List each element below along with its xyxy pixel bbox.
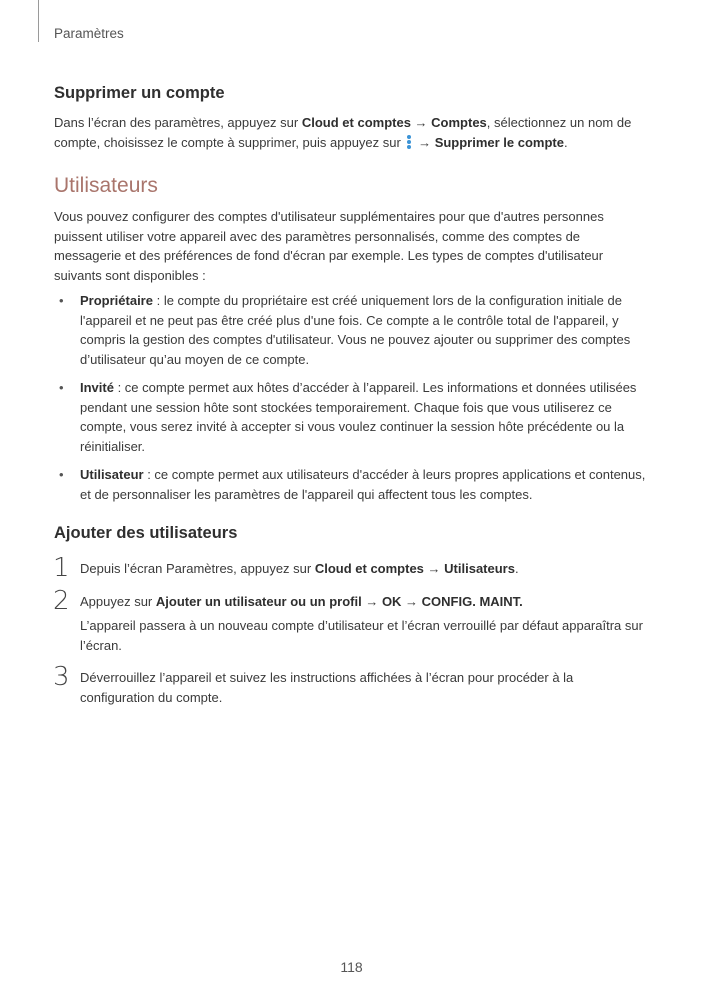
- delete-account-paragraph: [54, 113, 650, 152]
- term-accounts: Comptes: [431, 115, 487, 130]
- arrow: →: [423, 561, 445, 576]
- list-item: [54, 378, 650, 456]
- bullet-dot: •: [59, 467, 64, 482]
- list-item: [54, 291, 650, 369]
- term-set-up-now: CONFIG. MAINT.: [421, 593, 523, 609]
- item-text: : ce compte permet aux hôtes d’accéder à l’appareil. Les informations et données utilisées pendant une session hôte sont stockées temporairement. Chaque fois que vous utiliserez ce compte, vous serez invité à accepter si vous voulez continuer la session hôte précédente ou la réinitialiser.: [80, 380, 637, 454]
- text-run: Depuis l’écran Paramètres, appuyez sur: [80, 561, 315, 576]
- arrow: →: [414, 134, 435, 150]
- add-users-heading: Ajouter des utilisateurs: [54, 524, 238, 542]
- users-intro: Vous pouvez configurer des comptes d'utilisateur supplémentaires pour que d'autres personnes puissent utiliser votre appareil avec des paramètres personnalisés, comme des comptes de messagerie et des préférences de fond d'écran par exemple. Les types de comptes d'utilisateur suivants sont disponibles :: [54, 209, 604, 283]
- arrow: →: [410, 115, 432, 130]
- term-user: Utilisateur: [80, 467, 144, 482]
- account-types-list: [54, 291, 650, 504]
- term-add-user: Ajouter un utilisateur ou un profil: [155, 593, 362, 609]
- page-number: 118: [340, 959, 363, 975]
- page-content: [54, 84, 650, 720]
- step-note: L’appareil passera à un nouveau compte d’utilisateur et l’écran verrouillé par défaut apparaîtra sur l’écran.: [80, 618, 643, 653]
- item-text: : ce compte permet aux utilisateurs d'accéder à leurs propres applications et contenus, et de personnaliser les paramètres de l'appareil qui affectent tous les comptes.: [80, 467, 646, 502]
- text-run: Dans l’écran des paramètres, appuyez sur: [54, 115, 302, 130]
- arrow: →: [361, 593, 382, 609]
- term-cloud-accounts: Cloud et comptes: [314, 561, 424, 576]
- step-text: Déverrouillez l’appareil et suivez les instructions affichées à l’écran pour procéder à la configuration du compte.: [80, 670, 574, 705]
- steps-list: [53, 553, 650, 707]
- running-header: Paramètres: [54, 26, 124, 41]
- step-2: [53, 585, 650, 656]
- step-number: 3: [53, 662, 70, 692]
- header-divider: [38, 0, 39, 42]
- term-users: Utilisateurs: [444, 561, 515, 576]
- bullet-dot: •: [59, 293, 64, 308]
- step-number: 1: [53, 553, 70, 583]
- step-3: [53, 662, 650, 707]
- users-heading: Utilisateurs: [54, 174, 158, 197]
- term-cloud-accounts: Cloud et comptes: [301, 115, 411, 130]
- delete-account-heading: Supprimer un compte: [54, 84, 225, 102]
- arrow: →: [401, 593, 422, 609]
- text-run: .: [514, 561, 519, 576]
- text-run: Appuyez sur: [80, 593, 156, 609]
- term-owner: Propriétaire: [80, 293, 153, 308]
- text-run: .: [564, 134, 568, 150]
- text-run: , sélectionnez un nom de compte, choisissez le compte à supprimer, puis appuyez sur: [54, 115, 632, 150]
- more-options-icon: [406, 135, 412, 150]
- term-ok: OK: [381, 593, 402, 609]
- item-text: : le compte du propriétaire est créé uniquement lors de la configuration initiale de l'appareil et ne peut pas être créé plus d'une fois. Ce compte a le contrôle total de l'appareil, y compris la gestion des comptes d'utilisateur. Vous ne pouvez ajouter ou supprimer des comptes d’utilisateur qu’au moyen de ce compte.: [80, 293, 631, 367]
- term-guest: Invité: [80, 380, 114, 395]
- step-number: 2: [53, 585, 70, 616]
- step-1: [53, 553, 650, 583]
- list-item: [54, 465, 650, 504]
- term-remove-account: Supprimer le compte: [434, 134, 564, 150]
- bullet-dot: •: [59, 380, 64, 395]
